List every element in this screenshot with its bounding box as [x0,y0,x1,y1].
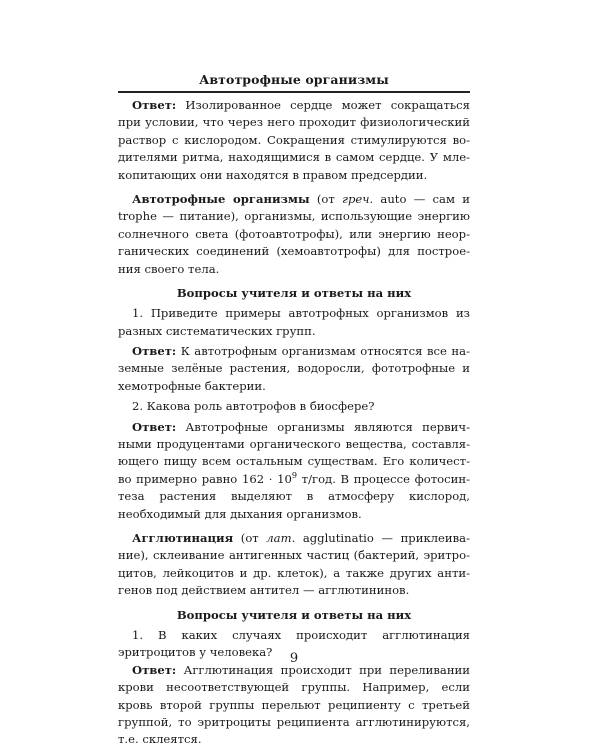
text-line: хемотрофные бактерии. [118,378,266,393]
answer-1 [118,343,470,395]
text-line: 1. В каких случаях происходит агглютинация [132,627,470,642]
question-1 [118,305,470,340]
text-line: солнечного света (фотоавтотрофы), или энергию неор- [118,226,470,241]
header-rule [118,91,470,93]
text-line: Ответ: К автотрофным организмам относятся все на- [132,344,470,359]
text-line: генов под действием антител — агглютининов. [118,583,410,598]
text-line: необходимый для дыхания организмов. [118,506,362,521]
text-line: земные зелёные растения, водоросли, фототрофные и [118,361,470,376]
text-line: ющего пищу всем остальным существам. Его количест- [118,454,470,469]
definition-term: Агглютинация [132,530,234,545]
definition-agglutination [118,530,470,600]
definition-term: Автотрофные организмы [132,191,310,206]
text-line: ния своего тела. [118,261,220,276]
text-line: разных систематических групп. [118,323,316,338]
question-2 [118,398,470,415]
text-line: теза растения выделяют в атмосферу кислород, [118,489,470,504]
definition-autotrophs [118,191,470,278]
answer-label: Ответ: [132,662,177,677]
section-heading: Вопросы учителя и ответы на них [176,607,412,622]
text-line: цитов, лейкоцитов и др. клеток), а также других анти- [118,565,470,580]
answer-label: Ответ: [132,344,177,359]
text-line: крови несоответствующей группы. Например, если [118,680,470,695]
text-line: кровь второй группы перельют реципиенту с третьей [118,697,470,712]
text-line: Агглютинация (от лат. agglutinatio — приклеива- [132,530,470,545]
answer-label: Ответ: [132,98,177,112]
text-line: ганических соединений (хемоавтотрофы) для построе- [118,244,470,259]
text-line: т.е. склеятся. [118,732,202,747]
text-line: копитающих они находятся в правом предсердии. [118,167,428,182]
text-line: во примерно равно $162 \cdot 10^9$ т/год. В процессе фотосин- [118,469,470,486]
text-line: дителями ритма, находящимися в самом сердце. У мле- [118,150,470,165]
answer-3 [118,662,470,749]
text-line: ными продуцентами органического вещества, составля- [118,437,470,452]
section-heading: Вопросы учителя и ответы на них [176,285,412,300]
text-line: ние), склеивание антигенных частиц (бактерий, эритро- [118,548,470,563]
answer-2 [118,419,470,523]
text-line: Ответ: Автотрофные организмы являются первич- [132,419,470,434]
text-line: 2. Какова роль автотрофов в биосфере? [132,399,375,414]
text-line: Ответ: Агглютинация происходит при переливании [132,662,470,677]
text-line: при условии, что через него проходит физиологический [118,115,470,130]
page-number: 9 [289,651,299,666]
text-line: Ответ: Изолированное сердце может сокращаться [132,98,470,112]
text-line: раствор с кислородом. Сокращения стимулируются во- [118,132,470,147]
text-line: эритроцитов у человека? [118,645,273,660]
text-line: Автотрофные организмы (от греч. auto — сам и [132,191,470,206]
text-line: 1. Приведите примеры автотрофных организмов из [132,306,470,321]
text-line: trophe — питание), организмы, использующие энергию [118,209,470,224]
answer-paragraph-heart [118,97,470,184]
answer-label: Ответ: [132,419,177,434]
running-header-title: Автотрофные организмы [199,72,389,87]
text-line: группой, то эритроциты реципиента агглютинируются, [118,714,470,729]
